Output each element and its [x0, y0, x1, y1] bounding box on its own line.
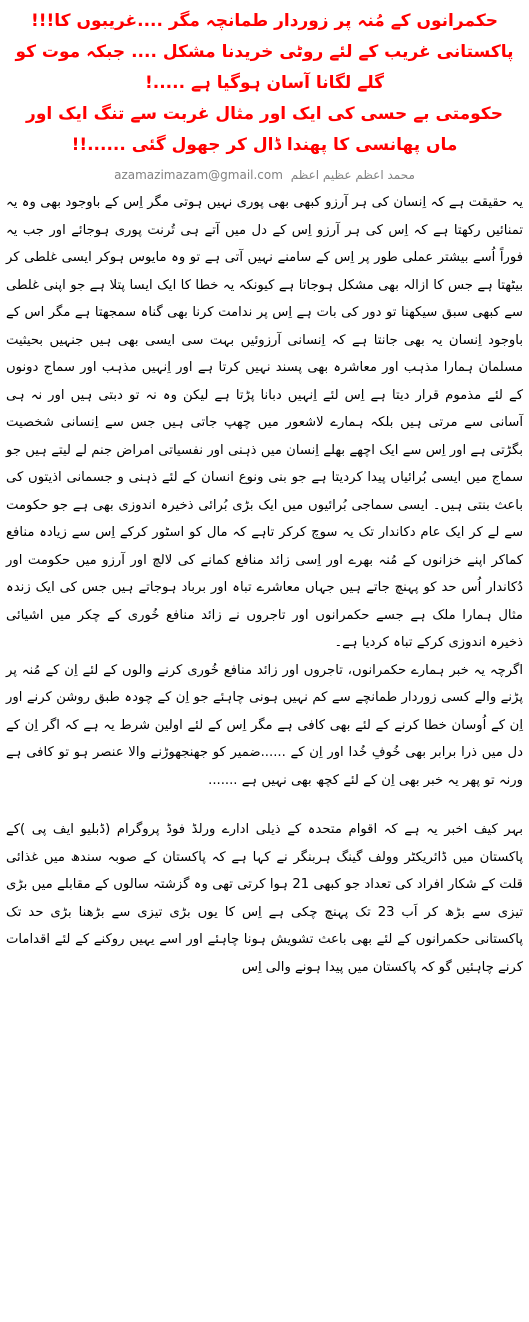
headline — [6, 6, 523, 161]
paragraph-1: یہ حقیقت ہے کہ اِنسان کی ہر آرزو کبھی بھی پوری نہیں ہوتی مگر اِس کے باوجود بھی وہ یہ تمنائیں رکھتا ہے کہ اِس کی ہر آرزو اِس کے دل میں آتے ہی تُرنت پوری ہوجائے اور جب یہ فوراً اُسے بیشتر عملی طور پر اِس کے سامنے نہیں آتی ہے تو وہ مایوس ہوکر ایسی غلطی کر بیٹھتا ہے جس کا ازالہ بھی مشکل ہوجاتا ہے کیونکہ یہ خطا کا ایک ایسا پتلا ہے جو اپنی غلطی سے کبھی سبق سیکھنا تو دور کی بات ہے اِس پر ندامت کرنا بھی گناہ سمجھتا ہے مگر اس کے باوجود اِنسان یہ بھی جانتا ہے کہ اِنسانی آرزوئیں بہت سی ایسی بھی ہیں جنہیں بحیثیت مسلمان ہمارا مذہب اور معاشرہ بھی پسند نہیں کرتا ہے اور اِنہیں مذہب اور سماج دونوں کے لئے مذموم قرار دیتا ہے اِس لئے اِنہیں دبانا پڑتا ہے لیکن وہ نہ تو دبتی ہیں اور نہ ہی آسانی سے مرتی ہیں بلکہ ہمارے لاشعور میں چھپ جاتی ہیں جس سے اِنسانی شخصیت بگڑتی ہے اور اِس سے ایک اچھے بھلے اِنسان میں ذہنی اور نفسیاتی امراض جنم لے لیتے ہیں جو سماج میں ایسی بُرائیاں پیدا کردیتا ہے جو بنی ونوع انسان کے لئے ذہنی و جسمانی اذیتوں کی باعث بنتی ہیں۔ ایسی سماجی بُرائیوں میں ایک بڑی بُرائی ذخیرہ اندوزی بھی ہے جو حکومت سے لے کر ایک عام دکاندار تک یہ سوچ کرکر تاہے کہ مال کو اسٹور کرکے اِس سے زیادہ منافع کماکر اپنے خزانوں کے مُنہ بھرے اور اِسی زائد منافع کمانے کی لالچ اور آرزو میں حکومت اور دُکاندار اُس حد کو پہنچ جاتے ہیں جہاں معاشرے تباہ اور برباد ہوجاتے ہیں جس کی ایک زندہ مثال ہمارا ملک ہے جسے حکمرانوں اور تاجروں نے زائد منافع خُوری کے چکر میں اشیائی ذخیرہ اندوزی کرکے تباہ کردیا ہے۔ — [6, 195, 523, 650]
author-name: محمد اعظم عظیم اعظم — [290, 168, 415, 182]
article-body — [6, 189, 523, 981]
headline-line-3: حکومتی بے حسی کی ایک اور مثال غربت سے تنگ ایک اور ماں پھانسی کا پھندا ڈال کر جھول گئی ......!! — [26, 104, 503, 155]
headline-line-2: پاکستانی غریب کے لئے روٹی خریدنا مشکل .... جبکہ موت کو گلے لگانا آسان ہوگیا ہے .....! — [15, 42, 514, 93]
author-email[interactable]: azamazimazam@gmail.com — [114, 168, 283, 182]
paragraph-3: بہر کیف اخبر یہ ہے کہ اقوام متحدہ کے ذیلی ادارے ورلڈ فوڈ پروگرام (ڈبلیو ایف پی )کے پاکستان میں ڈائریکٹر وولف گینگ ہربنگر نے کہا ہے کہ پاکستان کے صوبہ سندھ میں غذائی قلت کے شکار افراد کی تعداد جو کبھی 21 ہوا کرتی تھی وہ گزشتہ سالوں کے مقابلے میں بڑی تیزی سے بڑھ کر اَب 23 تک پہنچ چکی ہے اِس کا یوں بڑی تیزی سے بڑھنا بڑی حد تک پاکستانی حکمرانوں کے لئے بھی باعث تشویش ہونا چاہئے اور اسے یہیں روکنے کے لئے اقدامات کرنے چاہئیں گو کہ پاکستان میں پیدا ہونے والی اِس — [6, 822, 523, 975]
paragraph-2: اگرچہ یہ خبر ہمارے حکمرانوں، تاجروں اور زائد منافع خُوری کرنے والوں کے لئے اِن کے مُنہ پر پڑنے والے کسی زوردار طمانچے سے کم نہیں ہونی چاہئے جو اِن کے چودہ طبق روشن کرنے اور اِن کے اُوسان خطا کرنے کے لئے بھی کافی ہے مگر اِس کے لئے اولین شرط یہ ہے کہ اگر اِن کے دل میں ذرا برابر بھی خُوفِ خُدا اور اِن کے ......ضمیر کو جھنجھوڑنے والا عنصر ہو تو کافی ہے ورنہ تو پھر یہ خبر بھی اِن کے لئے کچھ بھی نہیں ہے ....... — [6, 662, 523, 788]
headline-line-1: حکمرانوں کے مُنہ پر زوردار طمانچہ مگر ....غریبوں کا!!! — [31, 11, 498, 31]
byline — [6, 167, 523, 183]
